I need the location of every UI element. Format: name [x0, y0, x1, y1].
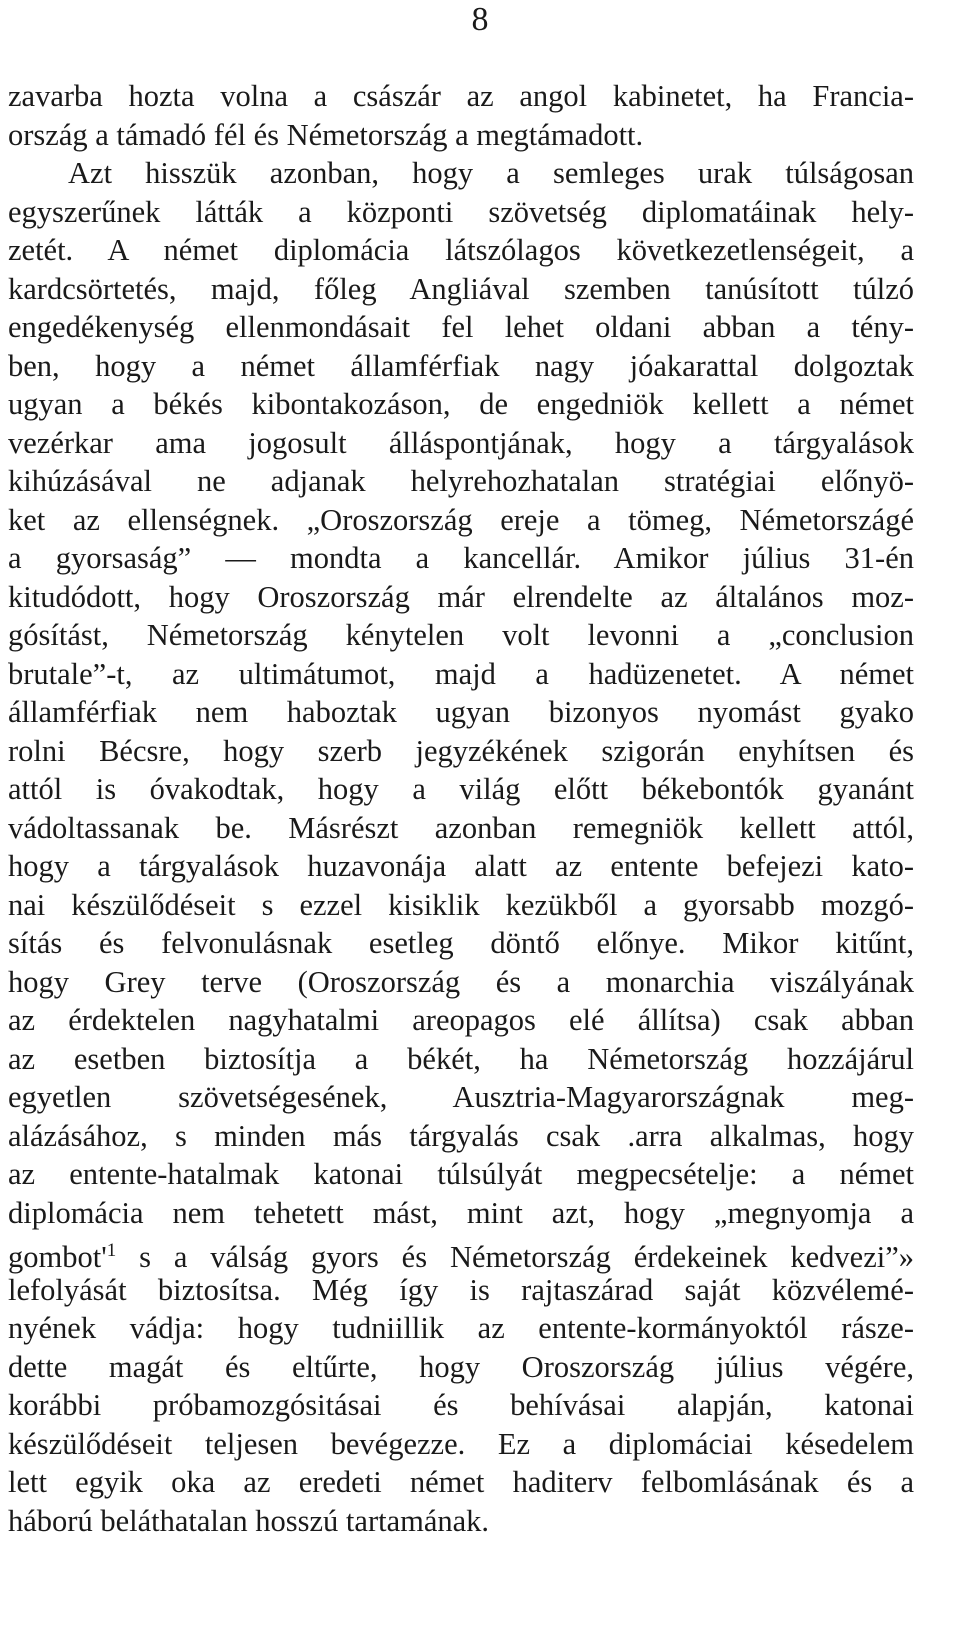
text-line: rolni Bécsre, hogy szerb jegyzékének szigorán enyhítsen és [8, 733, 914, 768]
text-line: dette magát és eltűrte, hogy Oroszország július végére, [8, 1349, 914, 1384]
text-line: nyének vádja: hogy tudniillik az entente-kormányoktól rásze- [8, 1311, 914, 1345]
text-line: gósítást, Németország kénytelen volt levonni a „conclusion [8, 618, 914, 652]
text-line: alázásához, s minden más tárgyalás csak .arra alkalmas, hogy [8, 1118, 914, 1153]
text-line: vádoltassanak be. Másrészt azonban remegniök kellett attól, [8, 810, 914, 845]
footnote-marker: 1 [106, 1240, 117, 1261]
text-line: háború beláthatalan hosszú tartamának. [8, 1503, 490, 1538]
text-line: ugyan a békés kibontakozáson, de engedniök kellett a német [8, 387, 914, 421]
text-line: hogy Grey terve (Oroszország és a monarchia viszályának [8, 964, 914, 999]
text-line: az entente-hatalmak katonai túlsúlyát megpecsételje: a német [8, 1157, 914, 1191]
text-fragment: s a válság gyors és Németország érdekeinek kedvezi”» [139, 1240, 914, 1275]
text-line: lefolyását biztosítsa. Még így is rajtaszárad saját közvélemé- [8, 1272, 914, 1307]
text-line-with-footnote [8, 1232, 914, 1275]
body-text [8, 77, 914, 1540]
text-line: ket az ellenségnek. „Oroszország ereje a tömeg, Németországé [8, 502, 914, 537]
text-fragment: gombot' [8, 1240, 107, 1275]
text-line: Azt hisszük azonban, hogy a semleges urak túlságosan [68, 156, 914, 190]
text-line: ország a támadó fél és Németország a megtámadott. [8, 117, 644, 152]
text-line: kardcsörtetés, majd, főleg Angliával szemben tanúsított túlzó [8, 271, 914, 306]
text-line: sítás és felvonulásnak esetleg döntő előnye. Mikor kitűnt, [8, 926, 914, 960]
text-line: lett egyik oka az eredeti német haditerv felbomlásának és a [8, 1465, 914, 1499]
text-line: államférfiak nem haboztak ugyan bizonyos nyomást gyako [8, 695, 914, 729]
page-number: 8 [471, 1, 489, 38]
text-line: egyszerűnek látták a központi szövetség diplomatáinak hely- [8, 194, 914, 229]
text-line: egyetlen szövetségesének, Ausztria-Magyarországnak meg- [8, 1080, 914, 1114]
text-line: attól is óvakodtak, hogy a világ előtt békebontók gyanánt [8, 772, 914, 806]
text-line: a gyorsaság” — mondta a kancellár. Amikor július 31-én [8, 541, 914, 575]
text-line: készülődéseit teljesen bevégezze. Ez a diplomáciai késedelem [8, 1426, 914, 1461]
text-line: hogy a tárgyalások huzavonája alatt az entente befejezi kato- [8, 849, 914, 883]
text-line: diplomácia nem tehetett mást, mint azt, hogy „megnyomja a [8, 1195, 914, 1230]
text-line: engedékenység ellenmondásait fel lehet oldani abban a tény- [8, 310, 914, 344]
text-line: az esetben biztosítja a békét, ha Németország hozzájárul [8, 1041, 914, 1076]
text-line: kihúzásával ne adjanak helyrehozhatalan stratégiai előnyö- [8, 464, 914, 498]
text-line: kitudódott, hogy Oroszország már elrendelte az általános moz- [8, 579, 914, 614]
text-line: zetét. A német diplomácia látszólagos következetlenségeit, a [8, 233, 914, 267]
text-line: zavarba hozta volna a császár az angol kabinetet, ha Francia- [8, 79, 914, 113]
text-line: vezérkar ama jogosult álláspontjának, hogy a tárgyalások [8, 425, 914, 460]
text-line: nai készülődéseit s ezzel kisiklik kezükből a gyorsabb mozgó- [8, 887, 914, 922]
text-line: ben, hogy a német államférfiak nagy jóakarattal dolgoztak [8, 348, 914, 383]
text-line: korábbi próbamozgósitásai és behívásai alapján, katonai [8, 1388, 914, 1422]
text-line: brutale”-t, az ultimátumot, majd a hadüzenetet. A német [8, 656, 914, 691]
text-line: az érdektelen nagyhatalmi areopagos elé állítsa) csak abban [8, 1003, 914, 1037]
